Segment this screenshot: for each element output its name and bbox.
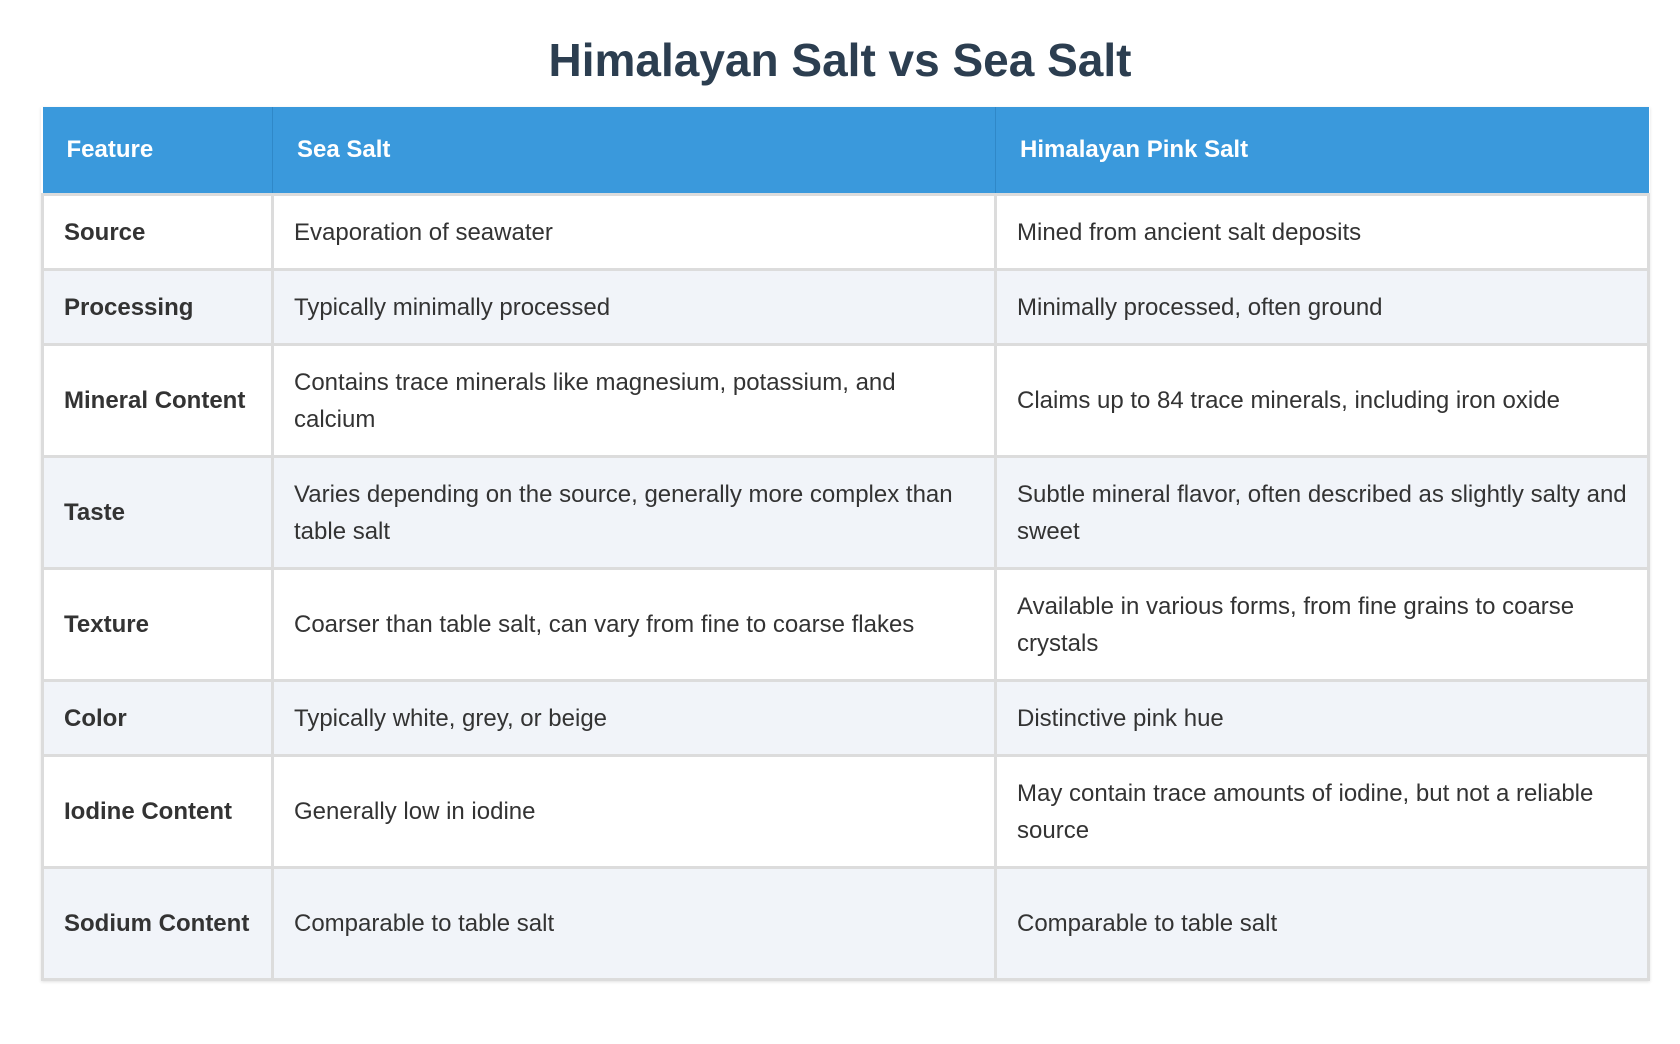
sea-salt-cell: Generally low in iodine	[273, 756, 996, 868]
table-row-source	[43, 195, 1649, 270]
feature-cell: Taste	[43, 457, 273, 569]
table-header	[43, 107, 1649, 195]
sea-salt-cell: Contains trace minerals like magnesium, potassium, and calcium	[273, 345, 996, 457]
sea-salt-cell: Evaporation of seawater	[273, 195, 996, 270]
himalayan-salt-cell: May contain trace amounts of iodine, but not a reliable source	[996, 756, 1649, 868]
sea-salt-cell: Coarser than table salt, can vary from fine to coarse flakes	[273, 569, 996, 681]
table-body	[43, 195, 1649, 980]
table-row-sodium-content	[43, 868, 1649, 980]
table-row-color	[43, 681, 1649, 756]
header-himalayan-pink-salt: Himalayan Pink Salt	[996, 107, 1649, 195]
feature-cell: Sodium Content	[43, 868, 273, 980]
header-row	[43, 107, 1649, 195]
sea-salt-cell: Typically white, grey, or beige	[273, 681, 996, 756]
himalayan-salt-cell: Available in various forms, from fine grains to coarse crystals	[996, 569, 1649, 681]
table-row-processing	[43, 270, 1649, 345]
table-row-taste	[43, 457, 1649, 569]
feature-cell: Mineral Content	[43, 345, 273, 457]
sea-salt-cell: Typically minimally processed	[273, 270, 996, 345]
himalayan-salt-cell: Distinctive pink hue	[996, 681, 1649, 756]
himalayan-salt-cell: Claims up to 84 trace minerals, including iron oxide	[996, 345, 1649, 457]
feature-cell: Iodine Content	[43, 756, 273, 868]
feature-cell: Texture	[43, 569, 273, 681]
page-title: Himalayan Salt vs Sea Salt	[548, 34, 1132, 86]
comparison-table-container	[41, 107, 1647, 981]
table-row-iodine-content	[43, 756, 1649, 868]
feature-cell: Processing	[43, 270, 273, 345]
header-sea-salt: Sea Salt	[273, 107, 996, 195]
himalayan-salt-cell: Minimally processed, often ground	[996, 270, 1649, 345]
header-feature: Feature	[43, 107, 273, 195]
himalayan-salt-cell: Mined from ancient salt deposits	[996, 195, 1649, 270]
comparison-table	[41, 107, 1650, 981]
himalayan-salt-cell: Comparable to table salt	[996, 868, 1649, 980]
sea-salt-cell: Comparable to table salt	[273, 868, 996, 980]
table-row-texture	[43, 569, 1649, 681]
table-row-mineral-content	[43, 345, 1649, 457]
feature-cell: Source	[43, 195, 273, 270]
himalayan-salt-cell: Subtle mineral flavor, often described as slightly salty and sweet	[996, 457, 1649, 569]
feature-cell: Color	[43, 681, 273, 756]
sea-salt-cell: Varies depending on the source, generally more complex than table salt	[273, 457, 996, 569]
